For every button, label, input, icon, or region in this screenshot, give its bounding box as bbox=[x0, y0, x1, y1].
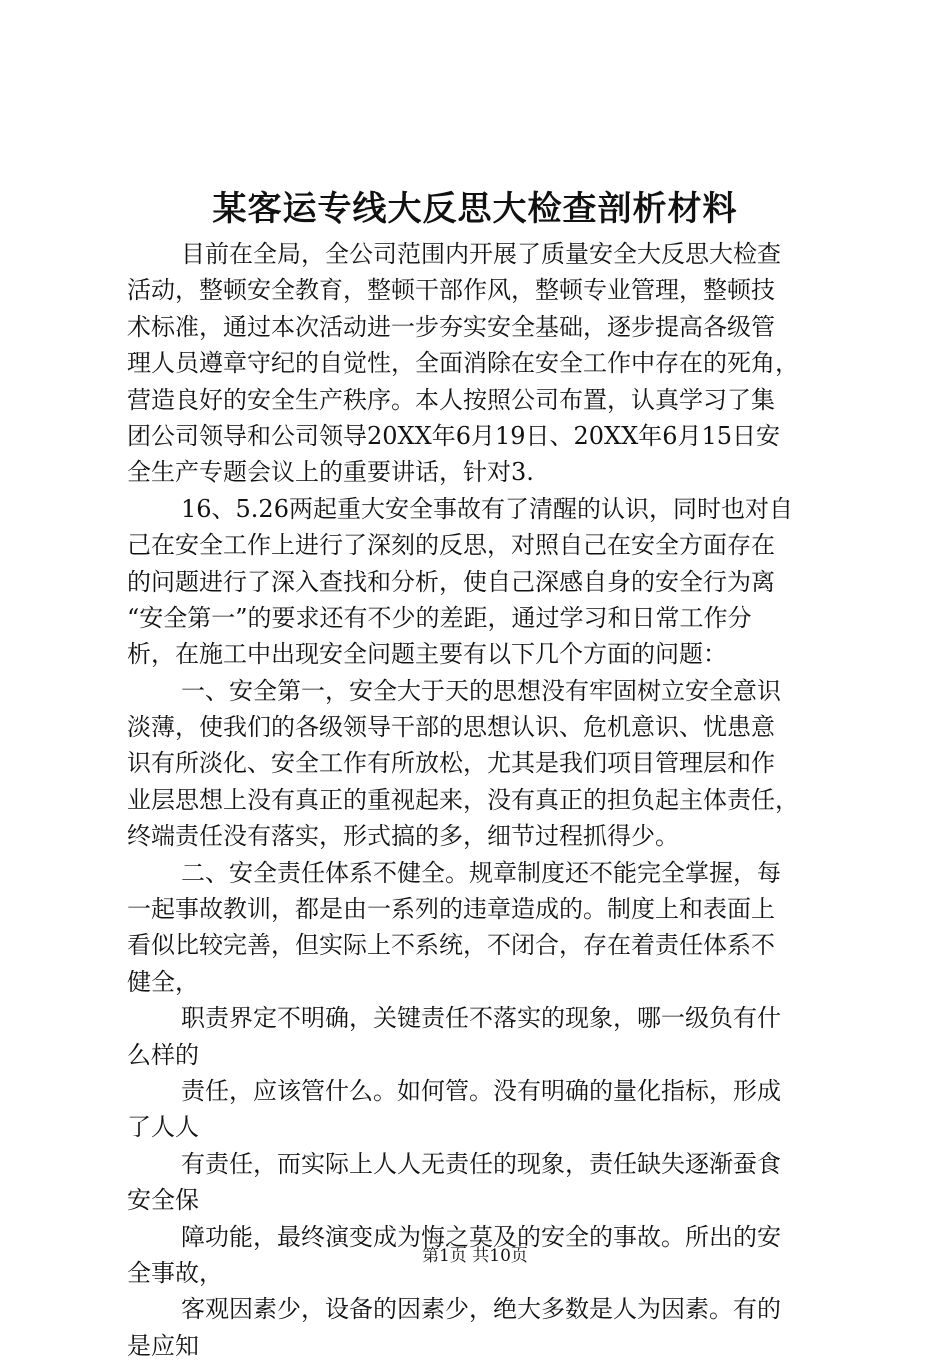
text-line: 二、安全责任体系不健全。规章制度还不能完全掌握，每 bbox=[181, 858, 781, 887]
text-line: 障功能，最终演变成为悔之莫及的安全的事故。所出的安 bbox=[181, 1222, 781, 1251]
text-line: 理人员遵章守纪的自觉性，全面消除在安全工作中存在的死角， bbox=[127, 349, 799, 378]
text-line: 活动，整顿安全教育，整顿干部作风，整顿专业管理，整顿技 bbox=[127, 276, 775, 305]
text-line: 己在安全工作上进行了深刻的反思，对照自己在安全方面存在 bbox=[127, 531, 775, 560]
text-line: 识有所淡化、安全工作有所放松，尤其是我们项目管理层和作 bbox=[127, 749, 775, 778]
text-line: 16、5.26两起重大安全事故有了清醒的认识，同时也对自 bbox=[181, 494, 793, 523]
text-line: 了人人 bbox=[127, 1113, 199, 1142]
text-line: 淡薄，使我们的各级领导干部的思想认识、危机意识、忧患意 bbox=[127, 713, 775, 742]
text-line: 客观因素少，设备的因素少，绝大多数是人为因素。有的 bbox=[181, 1295, 781, 1324]
text-line: 健全， bbox=[127, 967, 199, 996]
text-line: 终端责任没有落实，形式搞的多，细节过程抓得少。 bbox=[127, 822, 679, 851]
text-line: 责任，应该管什么。如何管。没有明确的量化指标，形成 bbox=[181, 1076, 781, 1105]
text-line: “安全第一”的要求还有不少的差距，通过学习和日常工作分 bbox=[127, 603, 752, 632]
text-line: 么样的 bbox=[127, 1040, 199, 1069]
text-line: 目前在全局，全公司范围内开展了质量安全大反思大检查 bbox=[181, 240, 781, 268]
text-line: 全生产专题会议上的重要讲话，针对3. bbox=[127, 458, 534, 487]
text-line: 团公司领导和公司领导20XX年6月19日、20XX年6月15日安 bbox=[127, 421, 781, 450]
page-number: 第1页 共10页 bbox=[422, 1246, 528, 1266]
text-line: 是应知 bbox=[127, 1331, 199, 1360]
text-line: 全事故， bbox=[127, 1258, 223, 1287]
document-title: 某客运专线大反思大检查剖析材料 bbox=[212, 189, 738, 229]
text-line: 析，在施工中出现安全问题主要有以下几个方面的问题： bbox=[127, 640, 727, 669]
text-line: 安全保 bbox=[127, 1186, 199, 1215]
text-line: 职责界定不明确，关键责任不落实的现象，哪一级负有什 bbox=[181, 1004, 781, 1033]
text-line: 营造良好的安全生产秩序。本人按照公司布置，认真学习了集 bbox=[127, 385, 775, 414]
text-line: 业层思想上没有真正的重视起来，没有真正的担负起主体责任， bbox=[127, 785, 799, 814]
text-line: 有责任，而实际上人人无责任的现象，责任缺失逐渐蚕食 bbox=[181, 1149, 781, 1178]
text-line: 术标准，通过本次活动进一步夯实安全基础，逐步提高各级管 bbox=[127, 312, 775, 341]
text-line: 看似比较完善，但实际上不系统，不闭合，存在着责任体系不 bbox=[127, 931, 775, 960]
text-line: 的问题进行了深入查找和分析，使自己深感自身的安全行为离 bbox=[127, 567, 775, 596]
text-line: 一、安全第一，安全大于天的思想没有牢固树立安全意识 bbox=[181, 676, 781, 705]
text-line: 一起事故教训，都是由一系列的违章造成的。制度上和表面上 bbox=[127, 895, 775, 924]
document-body bbox=[127, 236, 847, 1364]
